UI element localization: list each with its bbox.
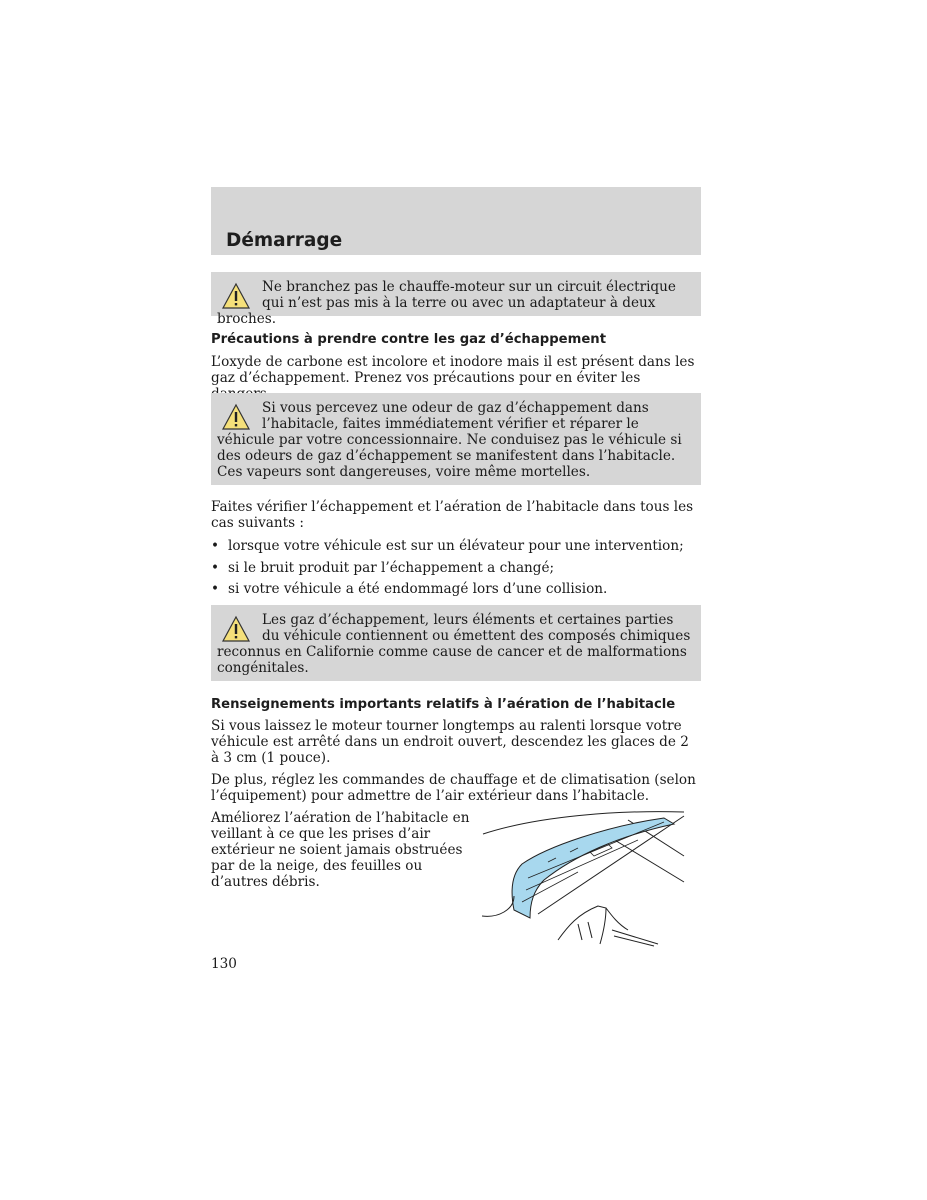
warning-text-1: Ne branchez pas le chauffe-moteur sur un circuit électrique qui n’est pas mis à la terre ou avec un adaptateur à deux broches. xyxy=(217,279,676,327)
warning-text-3: Les gaz d’échappement, leurs éléments et certaines parties du véhicule contiennent ou émettent des composés chimiques reconnus en Californie comme cause de cancer et de malformations congénitales. xyxy=(217,612,691,676)
warning-triangle-icon xyxy=(221,615,251,643)
warning-triangle-icon xyxy=(221,282,251,310)
warning-box-3 xyxy=(211,605,701,681)
warning-text-2: Si vous percevez une odeur de gaz d’échappement dans l’habitacle, faites immédiatement vérifier et réparer le véhicule par votre concessionnaire. Ne conduisez pas le véhicule si des odeurs de gaz d’échappement se manifestent dans l’habitacle. Ces vapeurs sont dangereuses, voire même mortelles. xyxy=(217,400,682,480)
section-header xyxy=(211,187,701,255)
exhaust-check-intro: Faites vérifier l’échappement et l’aération de l’habitacle dans tous les cas suivants : xyxy=(211,499,694,531)
warning-box-2 xyxy=(211,393,701,485)
exhaust-intro: L’oxyde de carbone est incolore et inodore mais il est présent dans les gaz d’échappement. Prenez vos précautions pour en éviter les xyxy=(211,354,695,386)
section-title: Démarrage xyxy=(226,230,343,251)
ventilation-heading: Renseignements importants relatifs à l’aération de l’habitacle xyxy=(211,697,676,712)
page-number: 130 xyxy=(211,956,237,972)
ventilation-para-1: Si vous laissez le moteur tourner longtemps au ralenti lorsque votre véhicule est arrêté dans un endroit ouvert, descendez les glaces de 2 à 3 cm (1 pouce). xyxy=(211,718,689,766)
warning-triangle-icon xyxy=(221,403,251,431)
bullet-icon: • xyxy=(211,581,220,597)
ventilation-para-2: De plus, réglez les commandes de chauffage et de climatisation (selon l’équipement) pour admettre de l’air extérieur dans l’habitacle. xyxy=(211,772,696,804)
air-intake-illustration xyxy=(478,806,694,948)
exhaust-heading: Précautions à prendre contre les gaz d’échappement xyxy=(211,332,606,347)
bullet-icon: • xyxy=(211,560,220,576)
bullet-icon: • xyxy=(211,538,220,554)
warning-box-1 xyxy=(211,272,701,327)
ventilation-para-3: Améliorez l’aération de l’habitacle en veillant à ce que les prises d’air extérieur ne soient jamais obstruées par de la neige, des feuilles ou d’autres débris. xyxy=(211,810,470,890)
